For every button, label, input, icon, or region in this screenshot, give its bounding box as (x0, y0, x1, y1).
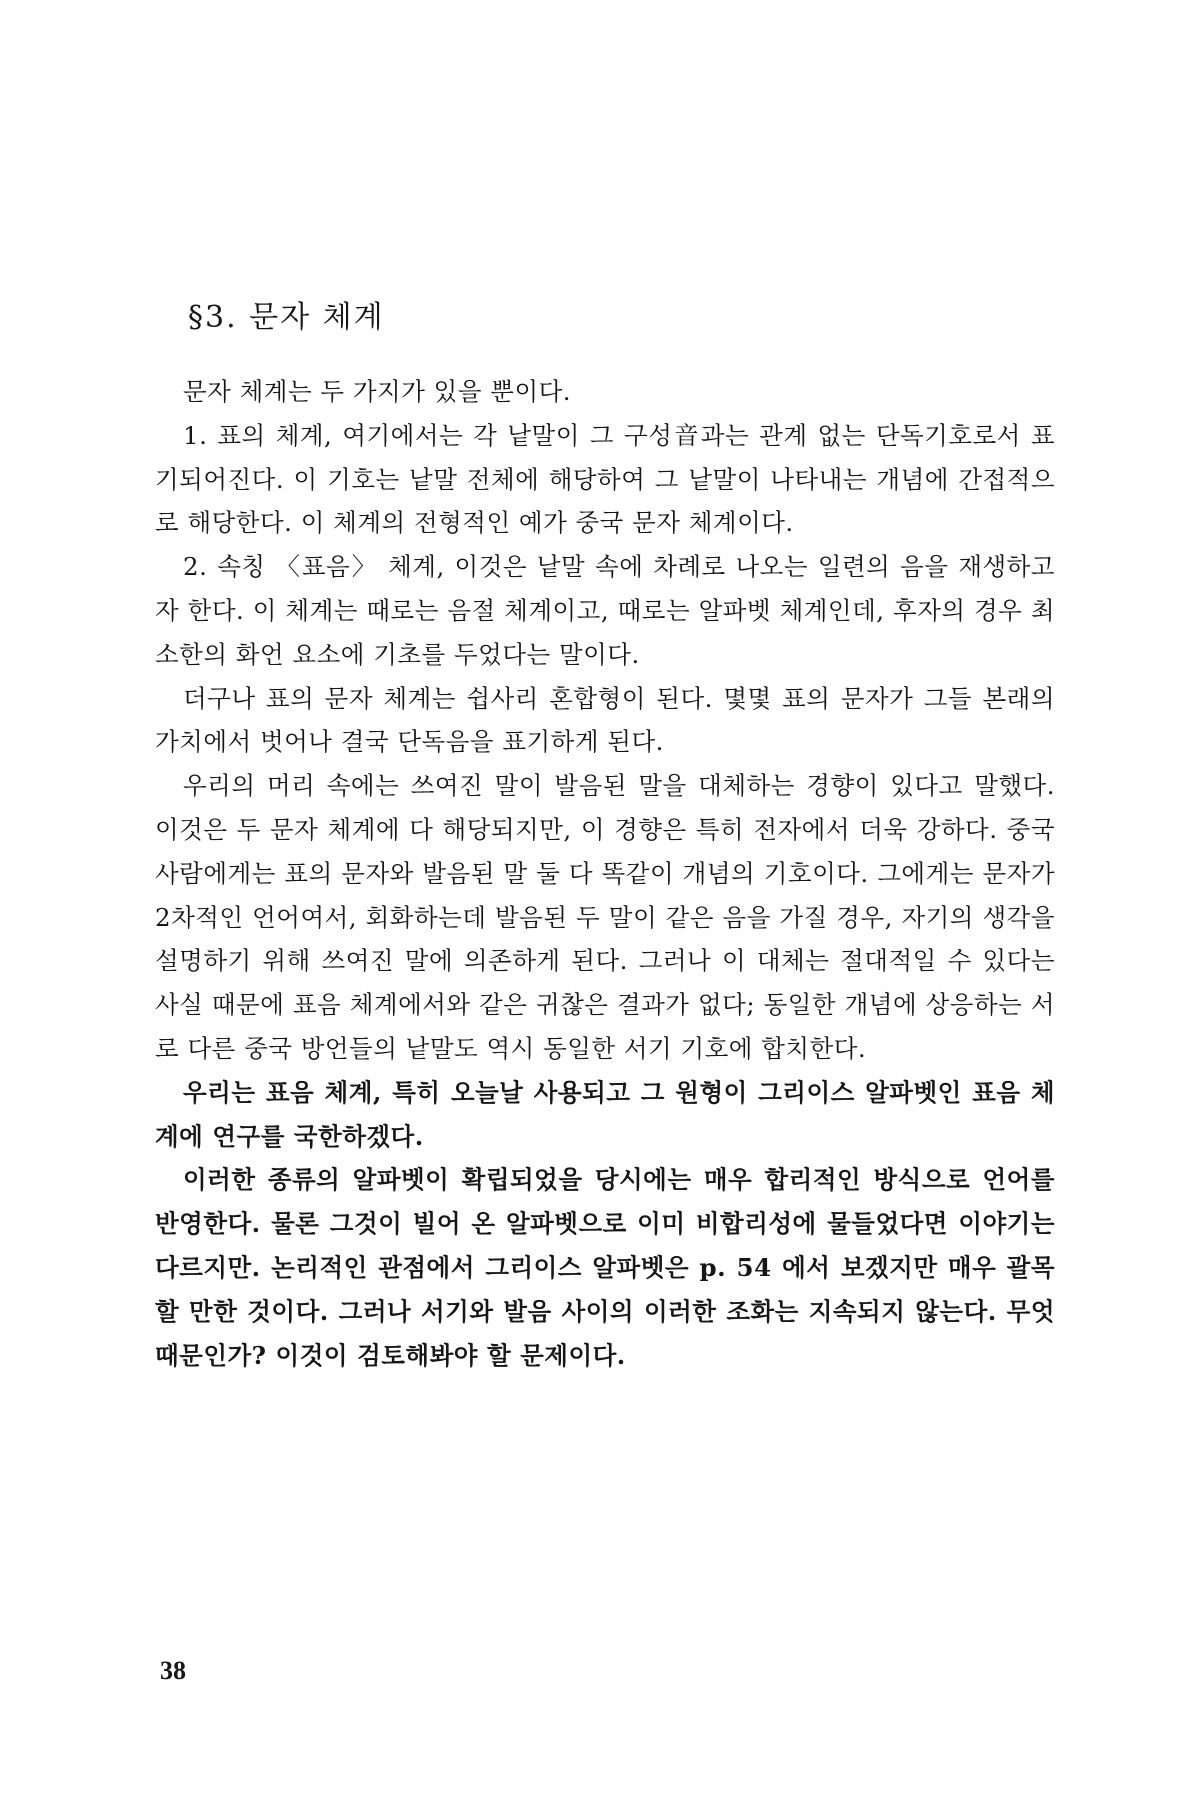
paragraph: 우리는 표음 체계, 특히 오늘날 사용되고 그 원형이 그리이스 알파벳인 표음 체계에 연구를 국한하겠다. (155, 1077, 1055, 1151)
section-heading: §3. 문자 체계 (188, 300, 385, 335)
paragraph: 1. 표의 체계, 여기에서는 각 낱말이 그 구성音과는 관계 없는 단독기호로서 표기되어진다. 이 기호는 낱말 전체에 해당하여 그 낱말이 나타내는 개념에 간접적으로 해당한다. 이 체계의 전형적인 예가 중국 문자 체계이다. (155, 420, 1055, 538)
paragraph: 더구나 표의 문자 체계는 쉽사리 혼합형이 된다. 몇몇 표의 문자가 그들 본래의 가치에서 벗어나 결국 단독음을 표기하게 된다. (155, 683, 1055, 757)
body-text (155, 370, 1055, 1377)
paragraph: 이러한 종류의 알파벳이 확립되었을 당시에는 매우 합리적인 방식으로 언어를 반영한다. 물론 그것이 빌어 온 알파벳으로 이미 비합리성에 물들었다면 이야기는 다르지만. 논리적인 관점에서 그리이스 알파벳은 p. 54 에서 보겠지만 매우 괄목할 만한 것이다. 그러나 서기와 발음 사이의 이러한 조화는 지속되지 않는다. 무엇 때문인가? 이것이 검토해봐야 할 문제이다. (155, 1165, 1055, 1370)
paragraph: 우리의 머리 속에는 쓰여진 말이 발음된 말을 대체하는 경향이 있다고 말했다. 이것은 두 문자 체계에 다 해당되지만, 이 경향은 특히 전자에서 더욱 강하다. 중국 사람에게는 표의 문자와 발음된 말 둘 다 똑같이 개념의 기호이다. 그에게는 문자가 2차적인 언어여서, 회화하는데 발음된 두 말이 같은 음을 가질 경우, 자기의 생각을 설명하기 위해 쓰여진 말에 의존하게 된다. 그러나 이 대체는 절대적일 수 있다는 사실 때문에 표음 체계에서와 같은 귀찮은 결과가 없다; 동일한 개념에 상응하는 서로 다른 중국 방언들의 낱말도 역시 동일한 서기 기호에 합치한다. (155, 771, 1055, 1063)
page-number: 38 (160, 1656, 186, 1685)
paragraph: 문자 체계는 두 가지가 있을 뿐이다. (183, 377, 572, 406)
paragraph: 2. 속칭 〈표음〉 체계, 이것은 낱말 속에 차례로 나오는 일련의 음을 재생하고자 한다. 이 체계는 때로는 음절 체계이고, 때로는 알파벳 체계인데, 후자의 경우 최소한의 화언 요소에 기초를 두었다는 말이다. (155, 552, 1055, 669)
